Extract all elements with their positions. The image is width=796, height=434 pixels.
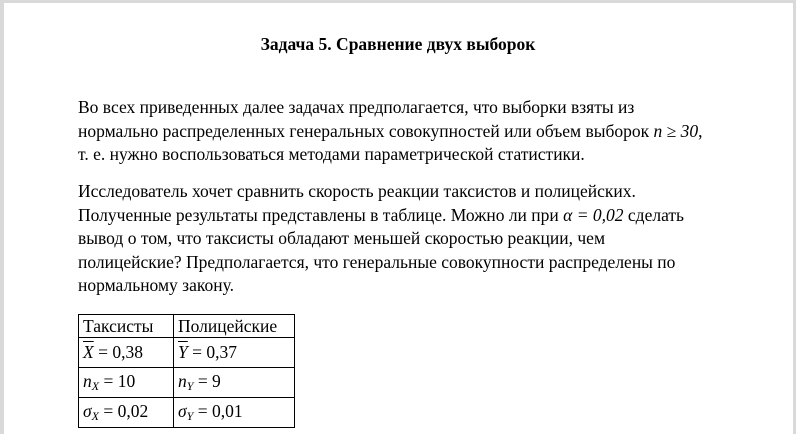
table-row: [79, 338, 295, 368]
table-header-row: [79, 315, 295, 338]
intro-paragraph: [78, 96, 778, 167]
header-police: Полицейские: [174, 315, 295, 338]
sigma-police: $\sigma_Y = 0,01$: [174, 398, 295, 428]
task-title: Задача 5. Сравнение двух выборок: [260, 34, 536, 54]
header-taxi: Таксисты: [79, 315, 174, 338]
intro-line-1: Во всех приведенных далее задачах предполагается, что выборки взяты из: [78, 97, 635, 117]
mean-police: $\overline{Y} = 0,37$: [174, 338, 295, 368]
intro-line-2: нормально распределенных генеральных совокупностей или объем выборок n ≥ 30,: [78, 120, 703, 141]
problem-paragraph: [78, 180, 778, 298]
sigma-taxi: $\sigma_X = 0,02$: [79, 398, 174, 428]
alpha-value: α = 0,02: [563, 204, 624, 225]
problem-line-1: Исследователь хочет сравнить скорость реакции таксистов и полицейских.: [78, 181, 636, 201]
problem-line-5: нормальному закону.: [78, 275, 234, 295]
table-row: [79, 368, 295, 398]
mean-taxi: $\overline{X} = 0,38$: [79, 338, 174, 368]
problem-line-4: полицейские? Предполагается, что генеральные совокупности распределены по: [78, 251, 676, 272]
results-table: [78, 314, 295, 428]
page-border-left: [0, 0, 4, 434]
problem-line-2: Полученные результаты представлены в таблице. Можно ли при α = 0,02 сделать: [78, 204, 685, 225]
table-row: [79, 398, 295, 428]
intro-line-3: т. е. нужно воспользоваться методами параметрической статистики.: [78, 144, 585, 164]
page-border-top: [0, 0, 796, 3]
n-taxi: $n_X = 10$: [79, 368, 174, 398]
sample-size-condition: n ≥ 30: [653, 120, 699, 141]
n-police: $n_Y = 9$: [174, 368, 295, 398]
problem-line-3: вывод о том, что таксисты обладают меньшей скоростью реакции, чем: [78, 228, 606, 248]
